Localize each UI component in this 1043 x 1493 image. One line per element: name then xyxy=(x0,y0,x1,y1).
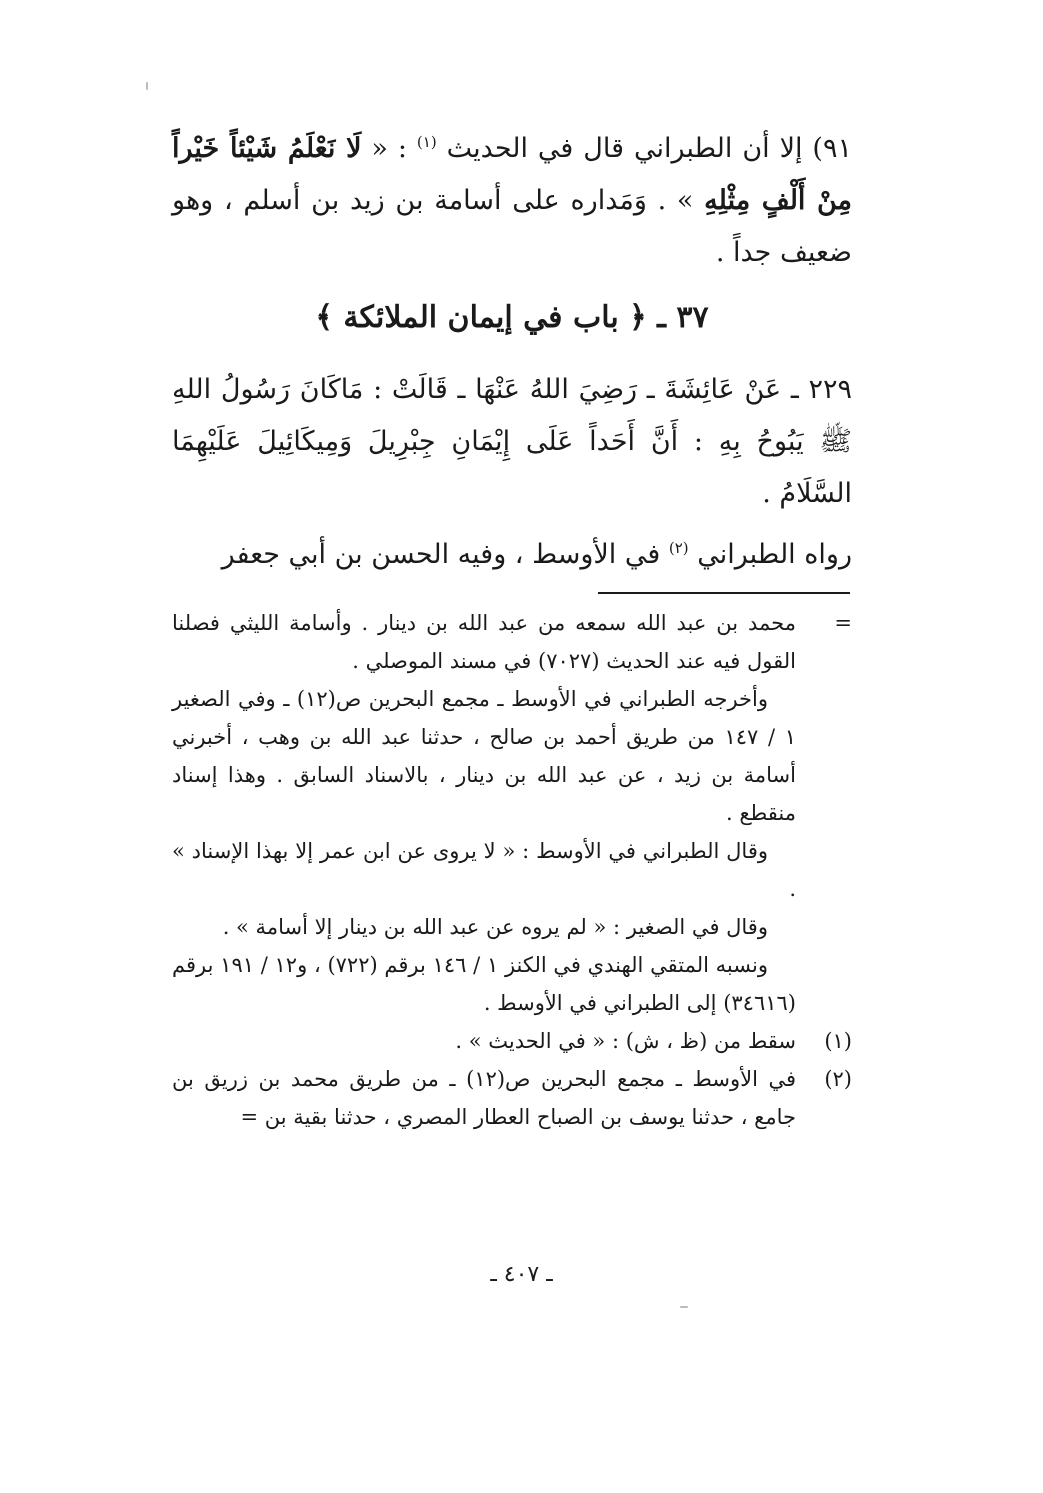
footnote-2-number: (٢) xyxy=(824,1067,852,1091)
narration-prefix: رواه الطبراني xyxy=(688,539,852,570)
hadith-text: ٢٢٩ ـ عَنْ عَائِشَةَ ـ رَضِيَ اللهُ عَنْهَا ـ قَالَتْ : مَاكَانَ رَسُولُ اللهِ ﷺ يَبُوحُ بِهِ : أَنَّ أَحَداً عَلَى إِيْمَانِ جِبْرِيلَ وَمِيكَائِيلَ عَلَيْهِمَا السَّلَامُ . xyxy=(172,374,852,509)
page-number: ـ ٤٠٧ ـ xyxy=(490,1262,553,1287)
continuation-text: محمد بن عبد الله سمعه من عبد الله بن دينار . وأسامة الليثي فصلنا القول فيه عند الحديث (٧٠٢٧) في مسند الموصلي . xyxy=(172,611,796,673)
footnote-paragraph-4: وقال في الصغير : « لم يروه عن عبد الله بن دينار إلا أسامة » . xyxy=(222,915,768,939)
quote-open: : « xyxy=(361,133,417,164)
quoted-hadith: لَا نَعْلَمُ شَيْئاً خَيْراً مِنْ أَلْفٍ مِثْلِهِ xyxy=(172,133,852,216)
footnote-ref-2: (٢) xyxy=(668,539,689,557)
intro-text: ٩١) إلا أن الطبراني قال في الحديث xyxy=(436,133,852,164)
chapter-heading: ٣٧ ـ ﴿ باب في إيمان الملائكة ﴾ xyxy=(315,300,709,335)
footnote-paragraph-5: ونسبه المتقي الهندي في الكنز ١ / ١٤٦ برقم (٧٢٢) ، و١٢ / ١٩١ برقم (٣٤٦١٦) إلى الطبراني في الأوسط . xyxy=(172,953,796,1015)
footnote-ref-1: (١) xyxy=(416,133,437,151)
scan-speck xyxy=(680,1306,688,1308)
narration-line xyxy=(172,522,852,581)
footnote-2 xyxy=(172,1060,852,1136)
scan-speck xyxy=(146,82,148,90)
intro-paragraph xyxy=(172,116,852,279)
continuation-mark: = xyxy=(834,611,852,635)
footnote-2-text: في الأوسط ـ مجمع البحرين ص(١٢) ـ من طريق محمد بن زريق بن جامع ، حدثنا يوسف بن الصباح العطار المصري ، حدثنا بقية بن = xyxy=(172,1067,796,1129)
intro-rest: » . وَمَداره على أسامة بن زيد بن أسلم ، وهو ضعيف جداً . xyxy=(172,185,852,268)
narration-rest: في الأوسط ، وفيه الحسن بن أبي جعفر xyxy=(221,539,669,570)
footnote-continuation xyxy=(172,604,852,680)
footnote-1-text: سقط من (ظ ، ش) : « في الحديث » . xyxy=(455,1029,796,1053)
footnote-paragraph-2: وأخرجه الطبراني في الأوسط ـ مجمع البحرين ص(١٢) ـ وفي الصغير ١ / ١٤٧ من طريق أحمد بن صالح ، حدثنا عبد الله بن وهب ، أخبرني أسامة بن زيد ، عن عبد الله بن دينار ، بالاسناد السابق . وهذا إسناد منقطع . xyxy=(172,687,796,825)
footnote-divider xyxy=(598,592,850,594)
footnote-1-number: (١) xyxy=(824,1029,852,1053)
footnote-paragraph-3: وقال الطبراني في الأوسط : « لا يروى عن ابن عمر إلا بهذا الإسناد » . xyxy=(172,839,796,901)
footnotes xyxy=(172,604,852,1136)
footnote-1 xyxy=(172,1022,852,1060)
